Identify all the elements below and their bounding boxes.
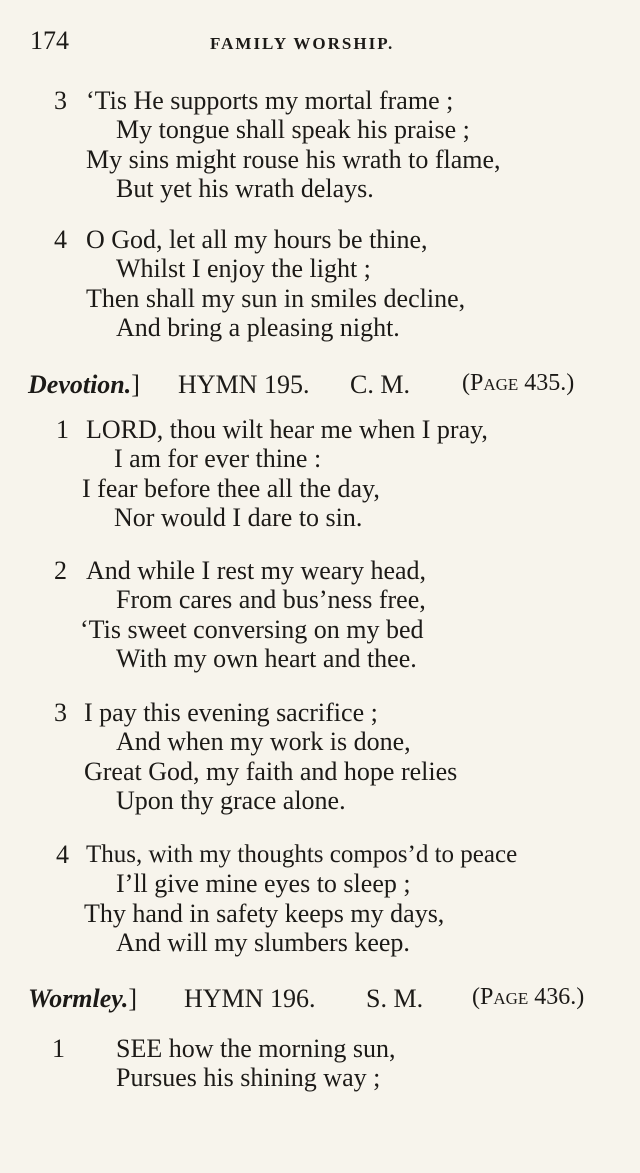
tune-name: Devotion.: [28, 370, 132, 399]
page-reference: (Page 436.): [472, 984, 585, 1010]
verse-line: My sins might rouse his wrath to flame,: [86, 145, 501, 174]
verse-number: 1: [56, 415, 69, 444]
verse-line: Great God, my faith and hope relies: [84, 757, 458, 786]
verse-line: From cares and bus’ness free,: [116, 585, 426, 614]
hymn-heading: [28, 984, 612, 1016]
verse-line: ‘Tis He supports my mortal frame ;: [86, 86, 454, 115]
bracket: ]: [131, 370, 140, 399]
verse-line: LORD, thou wilt hear me when I pray,: [86, 415, 488, 444]
verse-line: I pay this evening sacrifice ;: [84, 698, 378, 727]
verse-line: My tongue shall speak his praise ;: [116, 115, 470, 144]
verse-line: Pursues his shining way ;: [116, 1063, 381, 1092]
verse-line: Thy hand in safety keeps my days,: [84, 899, 445, 928]
verse-number: 4: [54, 225, 67, 254]
verse-line: O God, let all my hours be thine,: [86, 225, 428, 254]
page-header: [30, 26, 610, 66]
page-number: 174: [30, 26, 69, 55]
verse-number: 4: [56, 840, 69, 869]
verse-line: ‘Tis sweet conversing on my bed: [80, 615, 424, 644]
hymn-title: HYMN 195.: [178, 370, 310, 399]
page-reference: (Page 435.): [462, 370, 575, 396]
hymn-heading: [28, 370, 612, 402]
verse-line: And will my slumbers keep.: [116, 928, 410, 957]
hymn-meter: C. M.: [350, 370, 410, 399]
verse-line: Whilst I enjoy the light ;: [116, 254, 371, 283]
verse-line: I fear before thee all the day,: [82, 474, 380, 503]
hymn-title: HYMN 196.: [184, 984, 316, 1013]
verse-line: I am for ever thine :: [114, 444, 322, 473]
verse-line: And while I rest my weary head,: [86, 556, 427, 585]
verse-line: I’ll give mine eyes to sleep ;: [116, 869, 411, 898]
running-head: FAMILY WORSHIP.: [210, 34, 395, 53]
verse-line: Thus, with my thoughts compos’d to peace: [86, 841, 518, 868]
hymn-meter: S. M.: [366, 984, 424, 1013]
verse-number: 1: [52, 1034, 65, 1063]
verse-line: And when my work is done,: [116, 727, 411, 756]
verse-line: SEE how the morning sun,: [116, 1034, 396, 1063]
verse-line: With my own heart and thee.: [116, 644, 417, 673]
verse-line: Nor would I dare to sin.: [114, 503, 363, 532]
verse-line: Upon thy grace alone.: [116, 786, 346, 815]
verse-number: 2: [54, 556, 67, 585]
verse-line: But yet his wrath delays.: [116, 174, 374, 203]
verse-line: And bring a pleasing night.: [116, 313, 400, 342]
verse-line: Then shall my sun in smiles decline,: [86, 284, 466, 313]
bracket: ]: [128, 984, 138, 1013]
tune-name: Wormley.: [28, 984, 129, 1013]
verse-number: 3: [54, 86, 67, 115]
verse-number: 3: [54, 698, 67, 727]
